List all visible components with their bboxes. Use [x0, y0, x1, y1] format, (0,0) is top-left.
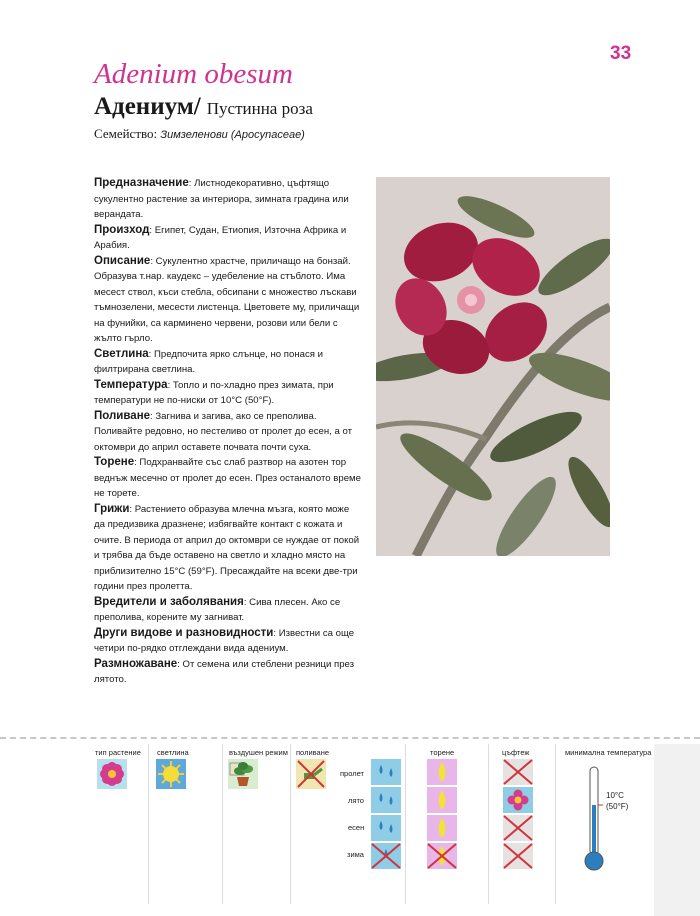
description-block [94, 176, 362, 688]
min-temp-fahrenheit: (50°F) [606, 802, 629, 811]
column-divider [405, 744, 406, 904]
section-text: : Сукулентно храстче, приличащо на бонзай. Образува т.нар. каудекс – удебеление на стъблото. Има месест ствол, къси стебла, обсипани с множество лъскави тъмнозелени, месести листенца. Цветовете му, приличащи на фунийки, са карминено червени, розови или бели с жълто гърло. [94, 255, 360, 344]
season-winter: зима [347, 850, 364, 859]
title-main: Адениум/ [94, 93, 201, 120]
section-text: : Египет, Судан, Етиопия, Източна Африка и Арабия. [94, 224, 347, 251]
watering-spring-icon [371, 759, 401, 785]
light-label: светлина [157, 748, 189, 757]
section-text: : Листнодекоративно, цъфтящо сукулентно растение за интериора, зимната градина или верандата. [94, 178, 349, 220]
section-text: : Предпочита ярко слънце, но понася и филтрирана светлина. [94, 348, 323, 375]
section-text: : Загнива и загива, ако се преполива. Поливайте редовно, но пестеливо от пролет до есен, а от октомври до април оставете почвата почти суха. [94, 410, 353, 453]
section-text: : Подхранвайте със слаб разтвор на азотен тор веднъж месечно от пролет до есен. През останалото време не торете. [94, 457, 361, 499]
watering-autumn-icon [371, 815, 401, 841]
page-edge-strip [654, 744, 700, 916]
flowering-spring-crossed-icon [503, 759, 533, 785]
section-paragraph [94, 409, 362, 456]
section-label: Вредители и заболявания [94, 595, 244, 608]
plant-title [94, 93, 313, 121]
watering-winter-crossed-icon [371, 843, 401, 869]
section-text: : От семена или стеблени резници през лятото. [94, 658, 355, 685]
section-text: : Известни са още четири по-рядко отглеждани вида адениум. [94, 627, 355, 654]
feeding-label: торене [430, 748, 455, 757]
flower-type-icon [97, 759, 127, 789]
section-label: Светлина [94, 347, 149, 360]
title-sub: Пустинна роза [206, 99, 313, 118]
section-paragraph [94, 254, 362, 347]
sun-icon [156, 759, 186, 789]
column-divider [290, 744, 291, 904]
latin-name: Adenium obesum [94, 58, 293, 90]
section-paragraph [94, 657, 362, 688]
section-paragraph [94, 347, 362, 378]
flowering-summer-icon [503, 787, 533, 813]
section-text: : Сива плесен. Ако се преполива, корените му загниват. [94, 596, 341, 623]
section-label: Поливане [94, 409, 151, 422]
feeding-spring-icon [427, 759, 457, 785]
column-divider [488, 744, 489, 904]
no-watering-icon [296, 759, 326, 789]
plant-type-label: тип растение [95, 748, 141, 757]
flowering-label: цъфтеж [502, 748, 530, 757]
air-label: въздушен режим [229, 748, 288, 757]
section-paragraph [94, 502, 362, 595]
potted-plant-icon [228, 759, 258, 789]
section-paragraph [94, 223, 362, 254]
family-value: Зимзеленови (Apocynaceae) [160, 129, 305, 141]
section-label: Други видове и разновидности [94, 626, 274, 639]
feeding-autumn-icon [427, 815, 457, 841]
min-temp-label: минимална температура [565, 748, 652, 757]
section-label: Предназначение [94, 177, 189, 189]
season-spring: пролет [340, 769, 364, 778]
thermometer-icon [584, 765, 604, 875]
family-label: Семейство: [94, 126, 158, 141]
watering-label: поливане [296, 748, 330, 757]
flowering-autumn-crossed-icon [503, 815, 533, 841]
family-line [94, 126, 305, 142]
section-paragraph [94, 378, 362, 409]
section-paragraph [94, 626, 362, 657]
feeding-winter-crossed-icon [427, 843, 457, 869]
adenium-flower-illustration [376, 177, 610, 556]
column-divider [222, 744, 223, 904]
section-label: Грижи [94, 502, 130, 515]
section-label: Произход [94, 223, 150, 236]
column-divider [148, 744, 149, 904]
section-divider [0, 737, 700, 739]
section-label: Температура [94, 378, 168, 391]
section-text: : Растението образува млечна мъзга, която може да предизвика дразнене; избягвайте контакт с кожата и очите. В периода от април до октомври се нуждае от покой и трябва да бъде оставено на светло и хладно място на приблизително 15°C (59°F). Пресаждайте на всеки две-три години през пролетта. [94, 503, 360, 592]
min-temp-celsius: 10°C [606, 791, 624, 800]
section-text: : Топло и по-хладно през зимата, при температури не по-ниски от 10°C (50°F). [94, 379, 334, 406]
plant-photo [376, 177, 610, 556]
section-paragraph [94, 176, 362, 223]
column-divider [555, 744, 556, 904]
season-autumn: есен [348, 823, 365, 832]
feeding-summer-icon [427, 787, 457, 813]
section-paragraph [94, 455, 362, 502]
section-paragraph [94, 595, 362, 626]
season-summer: лято [348, 796, 364, 805]
page-number: 33 [610, 43, 632, 64]
watering-summer-icon [371, 787, 401, 813]
flowering-winter-crossed-icon [503, 843, 533, 869]
section-label: Торене [94, 456, 135, 468]
section-label: Размножаване [94, 657, 178, 670]
section-label: Описание [94, 254, 151, 267]
